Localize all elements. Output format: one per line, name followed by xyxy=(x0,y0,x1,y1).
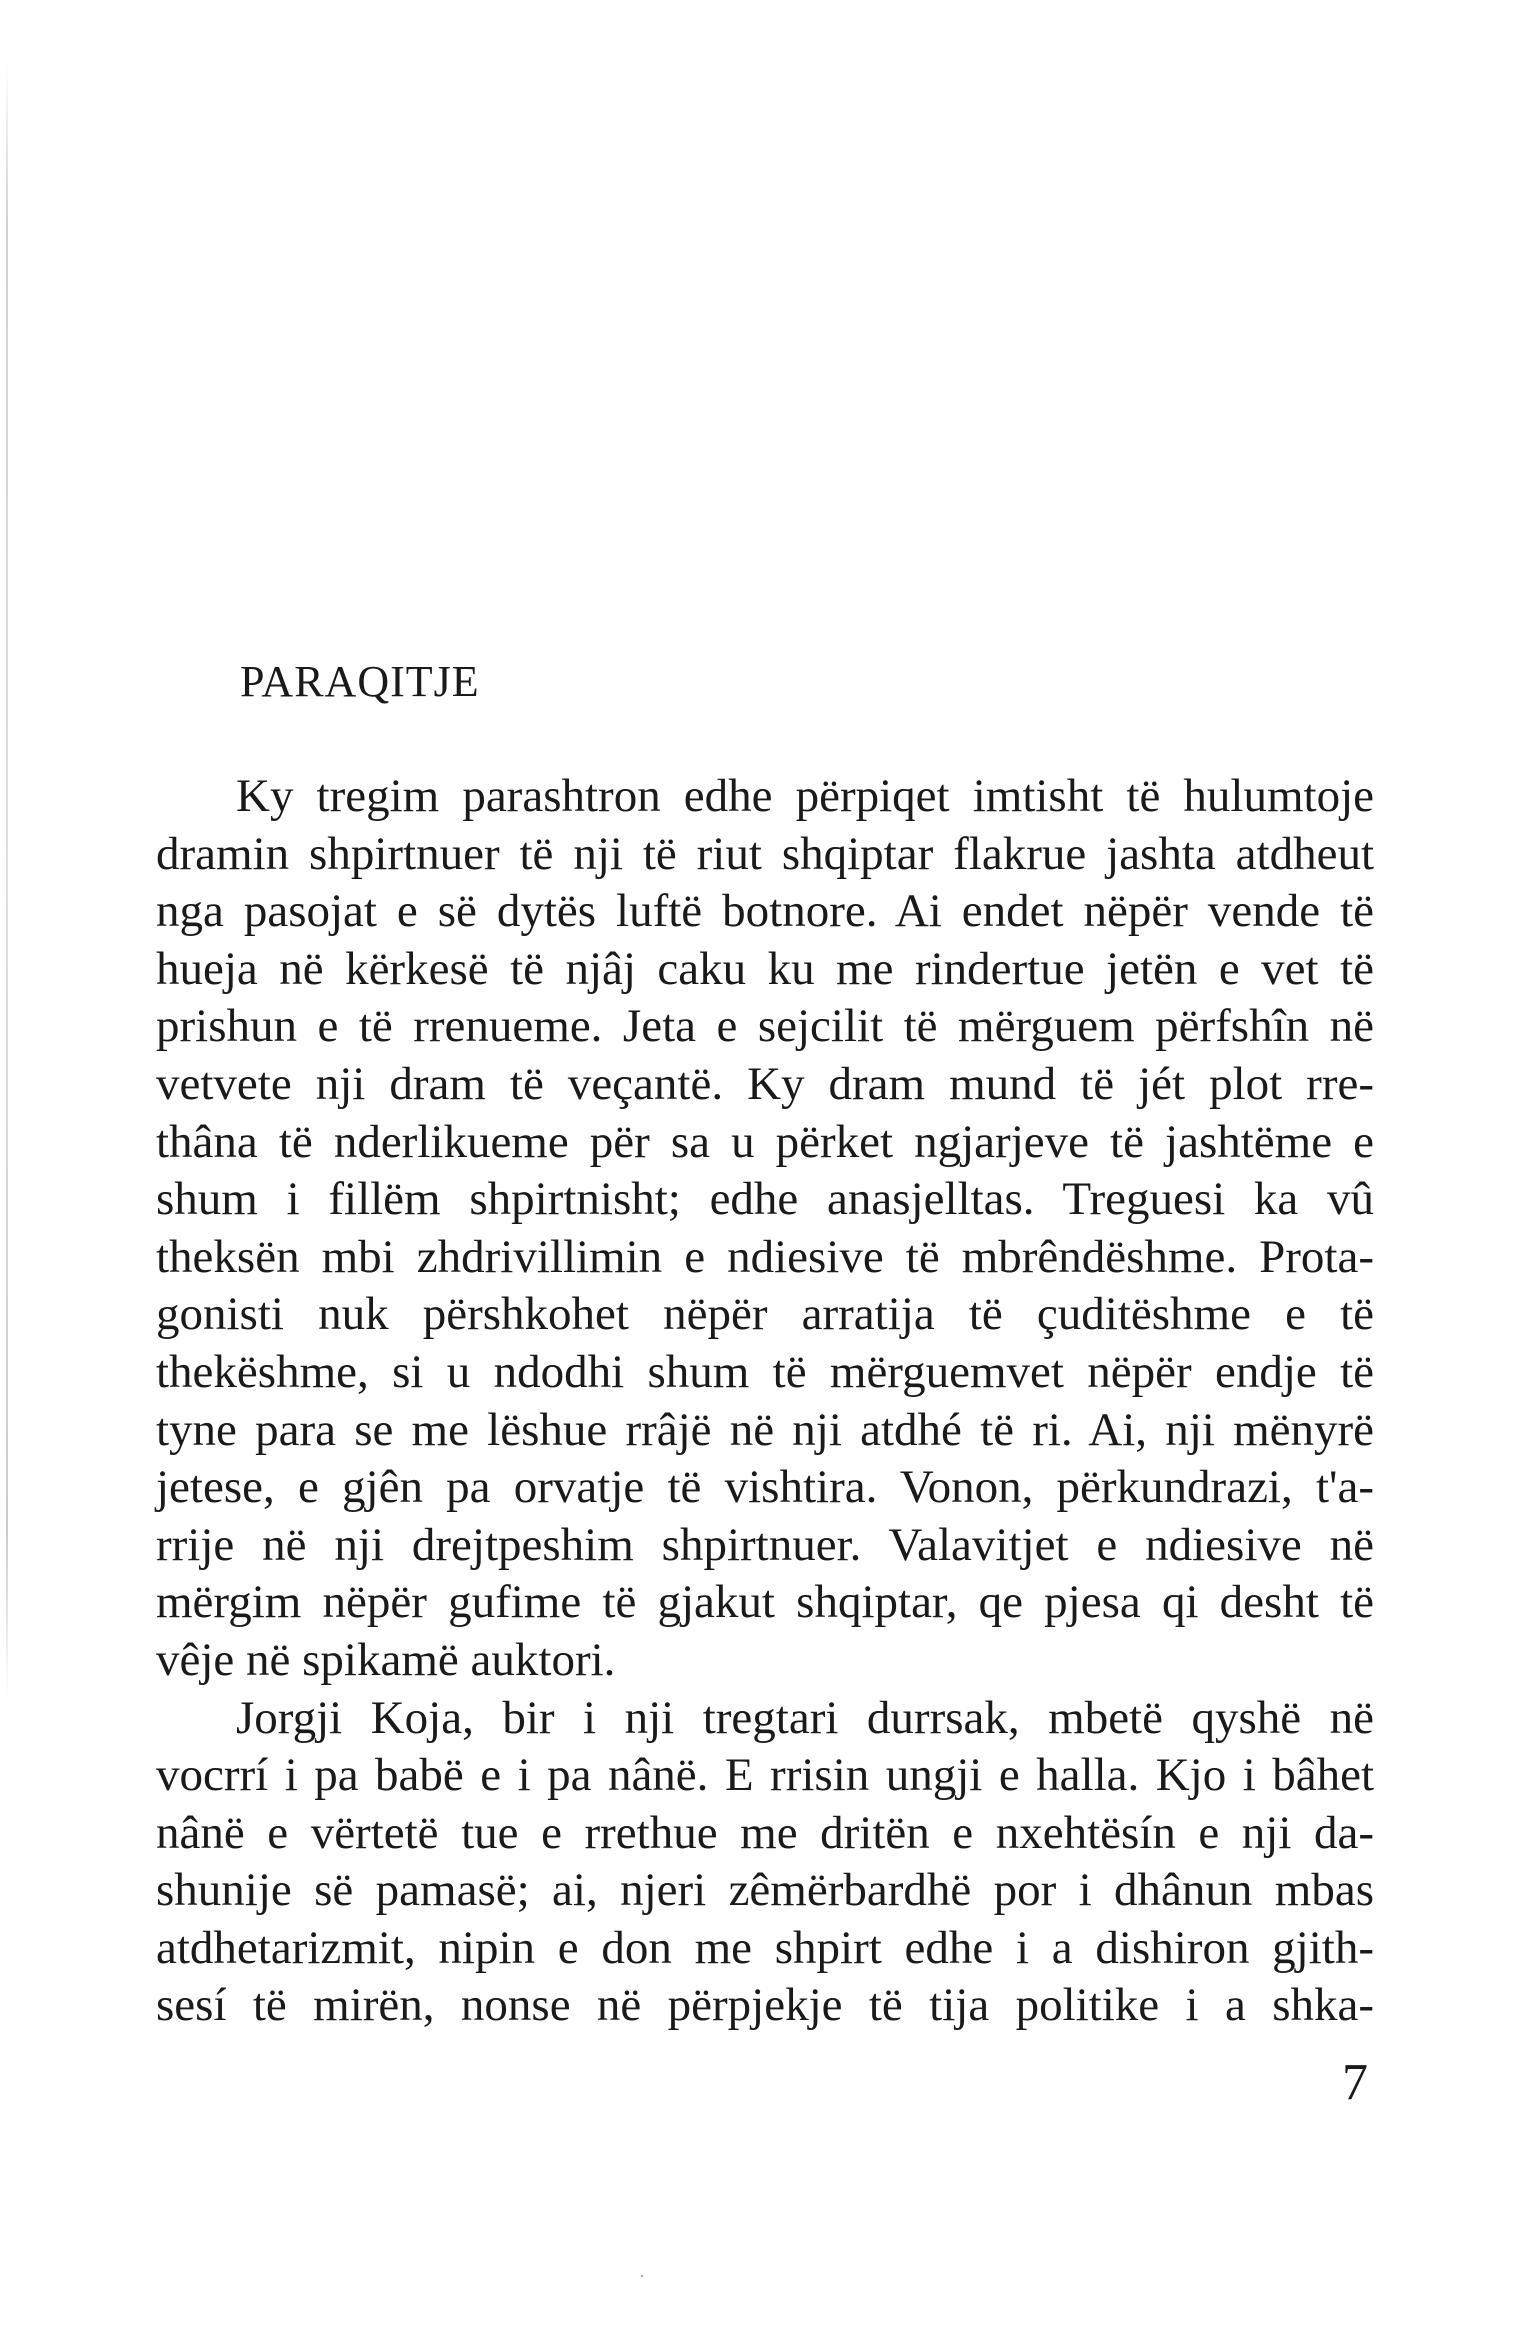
text-line: gonisti nuk përshkohet nëpër arratija të çuditëshme e të xyxy=(156,1288,1374,1341)
scan-speck xyxy=(641,2275,643,2277)
text-line: nga pasojat e së dytës luftë botnore. Ai endet nëpër vende të xyxy=(156,885,1374,938)
text-line: hueja në kërkesë të njâj caku ku me rindertue jetën e vet të xyxy=(156,942,1374,995)
text-line: atdhetarizmit, nipin e don me shpirt edhe i a dishiron gjith- xyxy=(156,1921,1374,1974)
paragraph-2 xyxy=(156,1690,1374,2036)
text-line: vocrrí i pa babë e i pa nânë. E rrisin ungji e halla. Kjo i bâhet xyxy=(156,1749,1374,1802)
text-line: mërgim nëpër gufime të gjakut shqiptar, qe pjesa qi desht të xyxy=(156,1576,1374,1629)
text-line: prishun e të rrenueme. Jeta e sejcilit të mërguem përfshîn në xyxy=(156,1000,1374,1053)
text-line: rrije në nji drejtpeshim shpirtnuer. Valavitjet e ndiesive në xyxy=(156,1518,1374,1571)
text-line: thekëshme, si u ndodhi shum të mërguemvet nëpër endje të xyxy=(156,1345,1374,1398)
text-line: Ky tregim parashtron edhe përpiqet imtisht të hulumtoje xyxy=(236,770,1374,822)
text-line: shum i fillëm shpirtnisht; edhe anasjelltas. Treguesi ka vû xyxy=(156,1173,1374,1226)
text-line: thâna të nderlikueme për sa u përket ngjarjeve të jashtëme e xyxy=(156,1115,1374,1168)
text-line: shunije së pamasë; ai, njeri zêmërbardhë por i dhânun mbas xyxy=(156,1864,1374,1917)
text-line: nânë e vërtetë tue e rrethue me dritën e nxehtësín e nji da- xyxy=(156,1806,1374,1859)
text-line: vêje në spikamë auktori. xyxy=(156,1633,616,1686)
chapter-heading: PARAQITJE xyxy=(240,657,480,706)
text-line: vetvete nji dram të veçantë. Ky dram mund të jét plot rre- xyxy=(156,1057,1374,1110)
text-line: sesí të mirën, nonse në përpjekje të tija politike i a shka- xyxy=(156,1979,1374,2032)
page-number: 7 xyxy=(1342,2054,1368,2111)
text-line: theksën mbi zhdrivillimin e ndiesive të mbrêndëshme. Prota- xyxy=(156,1230,1374,1283)
text-line: dramin shpirtnuer të nji të riut shqiptar flakrue jashta atdheut xyxy=(156,827,1374,880)
text-line: jetese, e gjên pa orvatje të vishtira. Vonon, përkundrazi, t'a- xyxy=(156,1461,1374,1514)
text-line: tyne para se me lëshue rrâjë në nji atdhé të ri. Ai, nji mënyrë xyxy=(156,1403,1374,1456)
page-edge-shadow xyxy=(6,60,8,1700)
paragraph-1 xyxy=(156,768,1374,1690)
body-text xyxy=(156,768,1374,2035)
text-line: Jorgji Koja, bir i nji tregtari durrsak, mbetë qyshë në xyxy=(236,1691,1374,1744)
